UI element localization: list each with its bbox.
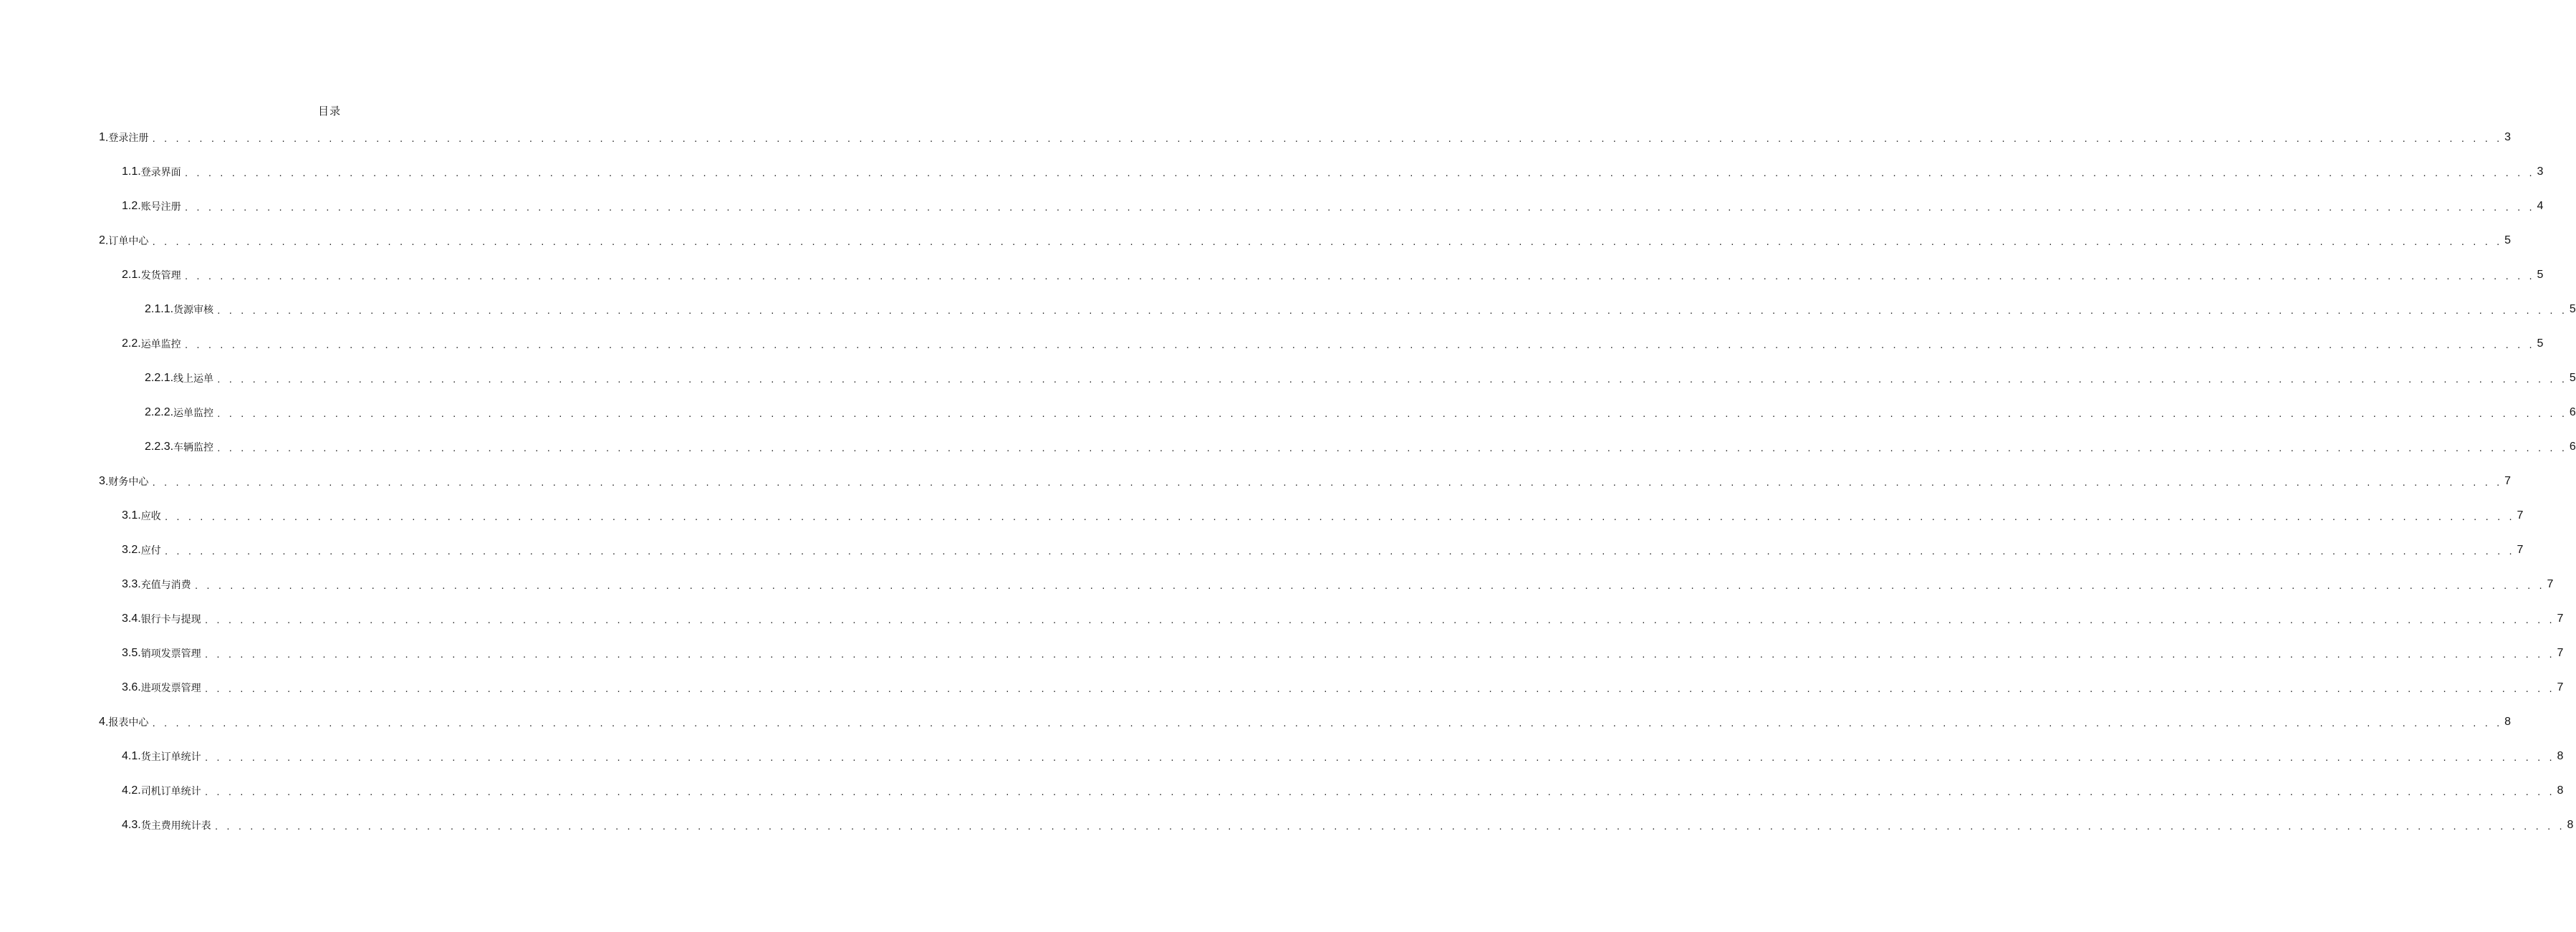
toc-entry[interactable] xyxy=(122,332,2544,355)
toc-leader-dots: . . . . . . . . . . . . . . . . . . . . . . . . . . . . . . . . . . . . . . . . . . . . . . . . . . . . . . . . . . . . . . . . . . . . . . . . . . . . . . . . . . . . . . . . . . . . . . . . . . . . . . . . . . . . . . . . . . . . . . . . . . . . . . . . . . . . . . . . . . . . . . . . . . . . . . . . . . . . . . . . . . . . . . . . . . . . . . . . . . . . . . . . . . . . . . . . . . . . . . . . xyxy=(183,272,2534,282)
toc-entry-number: 1.1. xyxy=(122,165,141,178)
toc-entry[interactable] xyxy=(122,676,2564,699)
toc-leader-dots: . . . . . . . . . . . . . . . . . . . . . . . . . . . . . . . . . . . . . . . . . . . . . . . . . . . . . . . . . . . . . . . . . . . . . . . . . . . . . . . . . . . . . . . . . . . . . . . . . . . . . . . . . . . . . . . . . . . . . . . . . . . . . . . . . . . . . . . . . . . . . . . . . . . . . . . . . . . . . . . . . . . . . . . . . . . . . . . . . . . . . . . . . . . . . . . . . . . . . . . . xyxy=(151,478,2502,488)
toc-entry[interactable] xyxy=(99,126,2512,149)
toc-entry-number: 3.1. xyxy=(122,509,141,522)
toc-entry-number: 2.1.1. xyxy=(145,303,174,315)
toc-entry-page: 7 xyxy=(2504,475,2512,487)
toc-entry-page: 8 xyxy=(2567,819,2574,831)
toc-entry-page: 8 xyxy=(2557,750,2564,762)
toc-entry-page: 7 xyxy=(2547,578,2554,590)
toc-entry-label: 销项发票管理 xyxy=(140,648,201,660)
toc-entry-number: 3.6. xyxy=(122,681,141,693)
toc-entry-label: .登录注册 xyxy=(105,133,149,144)
toc-entry-label: 登录界面 xyxy=(140,167,181,178)
toc-entry-label: 运单监控 xyxy=(140,339,181,350)
toc-entry[interactable] xyxy=(122,539,2524,562)
toc-entry-label: 线上运单 xyxy=(173,373,214,385)
toc-entry-number: 2.2.1. xyxy=(145,372,174,384)
toc-entry-label: 应付 xyxy=(140,545,161,557)
toc-entry-page: 5 xyxy=(2537,337,2544,350)
toc-leader-dots: . . . . . . . . . . . . . . . . . . . . . . . . . . . . . . . . . . . . . . . . . . . . . . . . . . . . . . . . . . . . . . . . . . . . . . . . . . . . . . . . . . . . . . . . . . . . . . . . . . . . . . . . . . . . . . . . . . . . . . . . . . . . . . . . . . . . . . . . . . . . . . . . . . . . . . . . . . . . . . . . . . . . . . . . . . . . . . . . . . . . . . . . . . . . . . . . . . . . . . . . xyxy=(213,822,2565,832)
toc-entry-page: 8 xyxy=(2504,716,2512,728)
toc-entry-label: 充值与消费 xyxy=(140,580,191,591)
toc-leader-dots: . . . . . . . . . . . . . . . . . . . . . . . . . . . . . . . . . . . . . . . . . . . . . . . . . . . . . . . . . . . . . . . . . . . . . . . . . . . . . . . . . . . . . . . . . . . . . . . . . . . . . . . . . . . . . . . . . . . . . . . . . . . . . . . . . . . . . . . . . . . . . . . . . . . . . . . . . . . . . . . . . . . . . . . . . . . . . . . . . . . . . . . . . . . . . . . . . . . . . . . . xyxy=(193,581,2544,591)
toc-entry-page: 6 xyxy=(2569,406,2576,418)
toc-entry-label: .订单中心 xyxy=(105,236,149,247)
toc-entry-label: 进项发票管理 xyxy=(140,683,201,694)
toc-entry-label: .财务中心 xyxy=(105,476,149,488)
toc-leader-dots: . . . . . . . . . . . . . . . . . . . . . . . . . . . . . . . . . . . . . . . . . . . . . . . . . . . . . . . . . . . . . . . . . . . . . . . . . . . . . . . . . . . . . . . . . . . . . . . . . . . . . . . . . . . . . . . . . . . . . . . . . . . . . . . . . . . . . . . . . . . . . . . . . . . . . . . . . . . . . . . . . . . . . . . . . . . . . . . . . . . . . . . . . . . . . . . . . . . . . . . . xyxy=(216,443,2567,453)
toc-entry-number: 4 xyxy=(99,716,105,728)
toc-entry-number: 3.5. xyxy=(122,647,141,659)
toc-entry-label: .报表中心 xyxy=(105,717,149,729)
toc-leader-dots: . . . . . . . . . . . . . . . . . . . . . . . . . . . . . . . . . . . . . . . . . . . . . . . . . . . . . . . . . . . . . . . . . . . . . . . . . . . . . . . . . . . . . . . . . . . . . . . . . . . . . . . . . . . . . . . . . . . . . . . . . . . . . . . . . . . . . . . . . . . . . . . . . . . . . . . . . . . . . . . . . . . . . . . . . . . . . . . . . . . . . . . . . . . . . . . . . . . . . . . . xyxy=(216,306,2567,316)
toc-entry[interactable] xyxy=(122,779,2564,802)
toc-entry-page: 3 xyxy=(2537,165,2544,178)
toc-entry-number: 2.1. xyxy=(122,269,141,281)
toc-entry[interactable] xyxy=(145,436,2576,458)
toc-entry[interactable] xyxy=(122,745,2564,768)
toc-leader-dots: . . . . . . . . . . . . . . . . . . . . . . . . . . . . . . . . . . . . . . . . . . . . . . . . . . . . . . . . . . . . . . . . . . . . . . . . . . . . . . . . . . . . . . . . . . . . . . . . . . . . . . . . . . . . . . . . . . . . . . . . . . . . . . . . . . . . . . . . . . . . . . . . . . . . . . . . . . . . . . . . . . . . . . . . . . . . . . . . . . . . . . . . . . . . . . . . . . . . . . . . xyxy=(216,375,2567,385)
toc-entry-page: 7 xyxy=(2517,509,2524,522)
toc-entry[interactable] xyxy=(122,195,2544,218)
toc-entry-number: 1.2. xyxy=(122,200,141,212)
toc-entry-page: 7 xyxy=(2557,647,2564,659)
toc-entry-label: 发货管理 xyxy=(140,270,181,282)
toc-entry-number: 4.2. xyxy=(122,784,141,797)
toc-leader-dots: . . . . . . . . . . . . . . . . . . . . . . . . . . . . . . . . . . . . . . . . . . . . . . . . . . . . . . . . . . . . . . . . . . . . . . . . . . . . . . . . . . . . . . . . . . . . . . . . . . . . . . . . . . . . . . . . . . . . . . . . . . . . . . . . . . . . . . . . . . . . . . . . . . . . . . . . . . . . . . . . . . . . . . . . . . . . . . . . . . . . . . . . . . . . . . . . . . . . . . . . xyxy=(183,340,2534,350)
toc-entry-page: 5 xyxy=(2569,303,2576,315)
toc-entry-page: 5 xyxy=(2537,269,2544,281)
toc-leader-dots: . . . . . . . . . . . . . . . . . . . . . . . . . . . . . . . . . . . . . . . . . . . . . . . . . . . . . . . . . . . . . . . . . . . . . . . . . . . . . . . . . . . . . . . . . . . . . . . . . . . . . . . . . . . . . . . . . . . . . . . . . . . . . . . . . . . . . . . . . . . . . . . . . . . . . . . . . . . . . . . . . . . . . . . . . . . . . . . . . . . . . . . . . . . . . . . . . . . . . . . . xyxy=(203,615,2555,625)
toc-entry-page: 7 xyxy=(2517,544,2524,556)
toc-leader-dots: . . . . . . . . . . . . . . . . . . . . . . . . . . . . . . . . . . . . . . . . . . . . . . . . . . . . . . . . . . . . . . . . . . . . . . . . . . . . . . . . . . . . . . . . . . . . . . . . . . . . . . . . . . . . . . . . . . . . . . . . . . . . . . . . . . . . . . . . . . . . . . . . . . . . . . . . . . . . . . . . . . . . . . . . . . . . . . . . . . . . . . . . . . . . . . . . . . . . . . . . xyxy=(163,512,2514,522)
toc-entry[interactable] xyxy=(99,711,2512,734)
toc-leader-dots: . . . . . . . . . . . . . . . . . . . . . . . . . . . . . . . . . . . . . . . . . . . . . . . . . . . . . . . . . . . . . . . . . . . . . . . . . . . . . . . . . . . . . . . . . . . . . . . . . . . . . . . . . . . . . . . . . . . . . . . . . . . . . . . . . . . . . . . . . . . . . . . . . . . . . . . . . . . . . . . . . . . . . . . . . . . . . . . . . . . . . . . . . . . . . . . . . . . . . . . . xyxy=(203,684,2555,694)
toc-entry-number: 4.1. xyxy=(122,750,141,762)
toc-leader-dots: . . . . . . . . . . . . . . . . . . . . . . . . . . . . . . . . . . . . . . . . . . . . . . . . . . . . . . . . . . . . . . . . . . . . . . . . . . . . . . . . . . . . . . . . . . . . . . . . . . . . . . . . . . . . . . . . . . . . . . . . . . . . . . . . . . . . . . . . . . . . . . . . . . . . . . . . . . . . . . . . . . . . . . . . . . . . . . . . . . . . . . . . . . . . . . . . . . . . . . . . xyxy=(203,650,2555,660)
toc-leader-dots: . . . . . . . . . . . . . . . . . . . . . . . . . . . . . . . . . . . . . . . . . . . . . . . . . . . . . . . . . . . . . . . . . . . . . . . . . . . . . . . . . . . . . . . . . . . . . . . . . . . . . . . . . . . . . . . . . . . . . . . . . . . . . . . . . . . . . . . . . . . . . . . . . . . . . . . . . . . . . . . . . . . . . . . . . . . . . . . . . . . . . . . . . . . . . . . . . . . . . . . . xyxy=(163,547,2514,557)
toc-entry-number: 4.3. xyxy=(122,819,141,831)
toc-entry-number: 2.2.2. xyxy=(145,406,174,418)
toc-leader-dots: . . . . . . . . . . . . . . . . . . . . . . . . . . . . . . . . . . . . . . . . . . . . . . . . . . . . . . . . . . . . . . . . . . . . . . . . . . . . . . . . . . . . . . . . . . . . . . . . . . . . . . . . . . . . . . . . . . . . . . . . . . . . . . . . . . . . . . . . . . . . . . . . . . . . . . . . . . . . . . . . . . . . . . . . . . . . . . . . . . . . . . . . . . . . . . . . . . . . . . . . xyxy=(216,409,2567,419)
toc-entry[interactable] xyxy=(122,642,2564,665)
toc-leader-dots: . . . . . . . . . . . . . . . . . . . . . . . . . . . . . . . . . . . . . . . . . . . . . . . . . . . . . . . . . . . . . . . . . . . . . . . . . . . . . . . . . . . . . . . . . . . . . . . . . . . . . . . . . . . . . . . . . . . . . . . . . . . . . . . . . . . . . . . . . . . . . . . . . . . . . . . . . . . . . . . . . . . . . . . . . . . . . . . . . . . . . . . . . . . . . . . . . . . . . . . . xyxy=(203,753,2555,763)
toc-entry[interactable] xyxy=(122,160,2544,183)
toc-entry-page: 7 xyxy=(2557,681,2564,693)
toc-entry[interactable] xyxy=(122,573,2554,596)
toc-entry-page: 5 xyxy=(2504,234,2512,246)
toc-entry[interactable] xyxy=(99,229,2512,252)
toc-entry-number: 2 xyxy=(99,234,105,246)
toc-entry-label: 货源审核 xyxy=(173,304,214,316)
toc-entry[interactable] xyxy=(122,814,2574,837)
toc-entry-number: 3.3. xyxy=(122,578,141,590)
toc-entry-number: 3.2. xyxy=(122,544,141,556)
toc-entry[interactable] xyxy=(145,298,2576,321)
toc-entry-page: 3 xyxy=(2504,131,2512,143)
toc-entry[interactable] xyxy=(99,470,2512,493)
toc-entry-number: 2.2.3. xyxy=(145,441,174,453)
toc-entry-number: 3.4. xyxy=(122,612,141,625)
toc-entry-number: 1 xyxy=(99,131,105,143)
toc-entry-page: 7 xyxy=(2557,612,2564,625)
toc-entry-page: 4 xyxy=(2537,200,2544,212)
toc-entry[interactable] xyxy=(145,367,2576,390)
toc-entry-label: 货主费用统计表 xyxy=(140,820,211,832)
toc-leader-dots: . . . . . . . . . . . . . . . . . . . . . . . . . . . . . . . . . . . . . . . . . . . . . . . . . . . . . . . . . . . . . . . . . . . . . . . . . . . . . . . . . . . . . . . . . . . . . . . . . . . . . . . . . . . . . . . . . . . . . . . . . . . . . . . . . . . . . . . . . . . . . . . . . . . . . . . . . . . . . . . . . . . . . . . . . . . . . . . . . . . . . . . . . . . . . . . . . . . . . . . . xyxy=(183,168,2534,178)
toc-entry-page: 6 xyxy=(2569,441,2576,453)
toc-entry-label: 账号注册 xyxy=(140,201,181,213)
toc-entry-label: 运单监控 xyxy=(173,408,214,419)
toc-leader-dots: . . . . . . . . . . . . . . . . . . . . . . . . . . . . . . . . . . . . . . . . . . . . . . . . . . . . . . . . . . . . . . . . . . . . . . . . . . . . . . . . . . . . . . . . . . . . . . . . . . . . . . . . . . . . . . . . . . . . . . . . . . . . . . . . . . . . . . . . . . . . . . . . . . . . . . . . . . . . . . . . . . . . . . . . . . . . . . . . . . . . . . . . . . . . . . . . . . . . . . . . xyxy=(151,134,2502,144)
toc-leader-dots: . . . . . . . . . . . . . . . . . . . . . . . . . . . . . . . . . . . . . . . . . . . . . . . . . . . . . . . . . . . . . . . . . . . . . . . . . . . . . . . . . . . . . . . . . . . . . . . . . . . . . . . . . . . . . . . . . . . . . . . . . . . . . . . . . . . . . . . . . . . . . . . . . . . . . . . . . . . . . . . . . . . . . . . . . . . . . . . . . . . . . . . . . . . . . . . . . . . . . . . . xyxy=(183,203,2534,213)
toc-entry[interactable] xyxy=(122,607,2564,630)
toc-entry-number: 2.2. xyxy=(122,337,141,350)
toc-entry-label: 银行卡与提现 xyxy=(140,614,201,625)
toc-title: 目录 xyxy=(317,105,341,117)
toc-leader-dots: . . . . . . . . . . . . . . . . . . . . . . . . . . . . . . . . . . . . . . . . . . . . . . . . . . . . . . . . . . . . . . . . . . . . . . . . . . . . . . . . . . . . . . . . . . . . . . . . . . . . . . . . . . . . . . . . . . . . . . . . . . . . . . . . . . . . . . . . . . . . . . . . . . . . . . . . . . . . . . . . . . . . . . . . . . . . . . . . . . . . . . . . . . . . . . . . . . . . . . . . xyxy=(203,787,2555,797)
toc-entry[interactable] xyxy=(145,401,2576,424)
toc-entry-page: 5 xyxy=(2569,372,2576,384)
toc-leader-dots: . . . . . . . . . . . . . . . . . . . . . . . . . . . . . . . . . . . . . . . . . . . . . . . . . . . . . . . . . . . . . . . . . . . . . . . . . . . . . . . . . . . . . . . . . . . . . . . . . . . . . . . . . . . . . . . . . . . . . . . . . . . . . . . . . . . . . . . . . . . . . . . . . . . . . . . . . . . . . . . . . . . . . . . . . . . . . . . . . . . . . . . . . . . . . . . . . . . . . . . . xyxy=(151,719,2502,729)
toc-entry-label: 货主订单统计 xyxy=(140,751,201,763)
toc-leader-dots: . . . . . . . . . . . . . . . . . . . . . . . . . . . . . . . . . . . . . . . . . . . . . . . . . . . . . . . . . . . . . . . . . . . . . . . . . . . . . . . . . . . . . . . . . . . . . . . . . . . . . . . . . . . . . . . . . . . . . . . . . . . . . . . . . . . . . . . . . . . . . . . . . . . . . . . . . . . . . . . . . . . . . . . . . . . . . . . . . . . . . . . . . . . . . . . . . . . . . . . . xyxy=(151,237,2502,247)
toc-entry[interactable] xyxy=(122,504,2524,527)
toc-entry-number: 3 xyxy=(99,475,105,487)
toc-entry-page: 8 xyxy=(2557,784,2564,797)
toc-entry[interactable] xyxy=(122,264,2544,287)
toc-entry-label: 应收 xyxy=(140,511,161,522)
toc-entry-label: 司机订单统计 xyxy=(140,786,201,797)
toc-entry-label: 车辆监控 xyxy=(173,442,214,453)
